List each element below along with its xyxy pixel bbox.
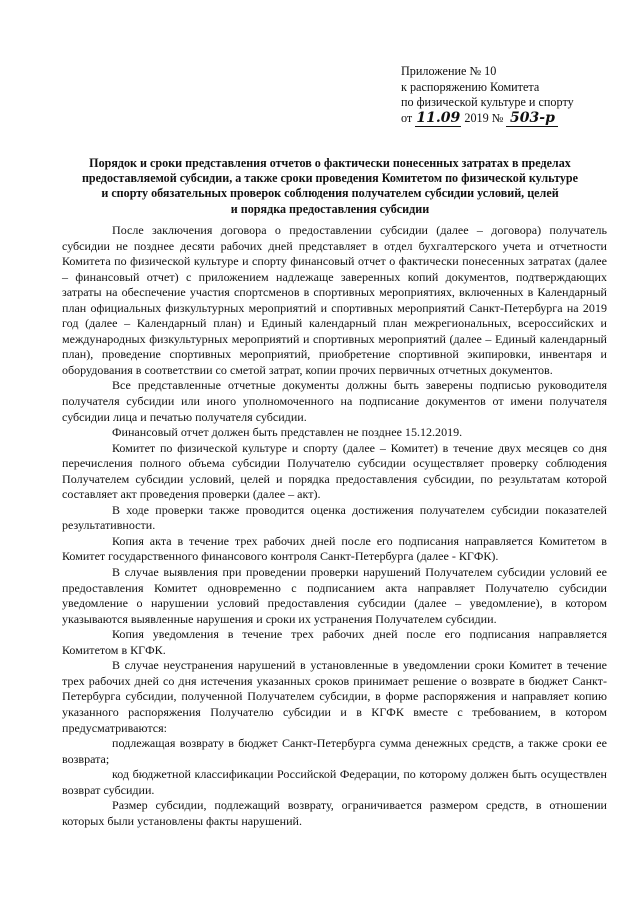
paragraph: подлежащая возврату в бюджет Санкт-Петербурга сумма денежных средств, а также сроки ее возврата;	[62, 736, 607, 766]
paragraph: Все представленные отчетные документы должны быть заверены подписью руководителя получателя субсидии или иного уполномоченного на подписание документов от имени получателя субсидии лица и печатью получателя субсидии.	[62, 378, 607, 424]
paragraph: В ходе проверки также проводится оценка достижения получателем субсидии показателей результативности.	[62, 502, 607, 533]
paragraph: Копия акта в течение трех рабочих дней после его подписания направляется Комитетом в Комитет государственного финансового контроля Санкт-Петербурга (далее - КГФК).	[62, 533, 607, 564]
paragraph: код бюджетной классификации Российской Федерации, по которому должен быть осуществлен возврат субсидии.	[62, 767, 607, 797]
paragraph: В случае выявления при проведении проверки нарушений Получателем субсидии условий ее предоставления Комитет одновременно с подписанием акта направляет Получателю субсидии уведомление о нарушении условий предоставления субсидии (далее – уведомление), в котором указываются выявленные нарушения и сроки их устранения Получателем субсидии.	[62, 565, 607, 626]
paragraph: Финансовый отчет должен быть представлен не позднее 15.12.2019.	[112, 425, 463, 440]
document-body	[62, 223, 607, 829]
paragraph: Комитет по физической культуре и спорту (далее – Комитет) в течение двух месяцев со дня перечисления полного объема субсидии Получателю субсидии осуществляет проверку соблюдения Получателем субсидии условий, целей и порядка предоставления субсидии, по результатам которой составляет акт проведения проверки (далее – акт).	[62, 440, 607, 502]
handwritten-date: 11.09	[416, 109, 461, 126]
title-line: и спорту обязательных проверок соблюдения получателем субсидии условий, целей	[101, 186, 559, 201]
order-year: 2019 №	[464, 110, 504, 125]
handwritten-order-number: 503-р	[506, 111, 558, 128]
annex-number: Приложение № 10	[401, 64, 497, 78]
paragraph: После заключения договора о предоставлении субсидии (далее – договора) получатель субсидии не позднее десяти рабочих дней представляет в отдел бухгалтерского учета и отчетности Комитета по физической культуре и спорту финансовый отчет о фактически понесенных затратах (далее – финансовый отчет) с приложением надлежаще заверенных копий документов, подтверждающих затраты на обеспечение участия спортсменов в спортивных мероприятиях, включенных в Календарный план официальных физкультурных мероприятий и спортивных мероприятий Санкт-Петербурга на 2019 год (далее – Календарный план) и Единый календарный план межрегиональных, всероссийских и международных физкультурных мероприятий и спортивных мероприятий (далее – Единый календарный план), проведение спортивных мероприятий, приобретение спортивной экипировки, инвентаря и оборудования в соответствии со сметой затрат, копии прочих первичных отчетных документов.	[62, 223, 607, 377]
paragraph: Копия уведомления в течение трех рабочих дней после его подписания направляется Комитетом в КГФК.	[62, 627, 607, 657]
annex-committee: по физической культуре и спорту	[401, 95, 574, 109]
title-line: предоставляемой субсидии, а также сроки проведения Комитетом по физической культуре	[81, 171, 579, 186]
date-prefix: от	[401, 110, 413, 125]
document-title	[60, 156, 600, 217]
title-line: Порядок и сроки представления отчетов о фактически понесенных затратах в пределах	[89, 156, 571, 170]
annex-order-ref: к распоряжению Комитета	[401, 79, 540, 94]
title-line: и порядка предоставления субсидии	[230, 201, 430, 216]
paragraph: В случае неустранения нарушений в установленные в уведомлении сроки Комитет в течение трех рабочих дней со дня истечения указанных сроков принимает решение о возврате в бюджет Санкт-Петербурга субсидии, полученной Получателем субсидии, в форме распоряжения и направляет копию указанного распоряжения Получателю субсидии и в КГФК вместе с требованием, в котором предусматриваются:	[62, 658, 607, 735]
annex-header	[401, 64, 621, 127]
annex-date-line	[401, 111, 621, 128]
paragraph: Размер субсидии, подлежащий возврату, ограничивается размером средств, в отношении которых были установлены факты нарушений.	[62, 798, 607, 828]
